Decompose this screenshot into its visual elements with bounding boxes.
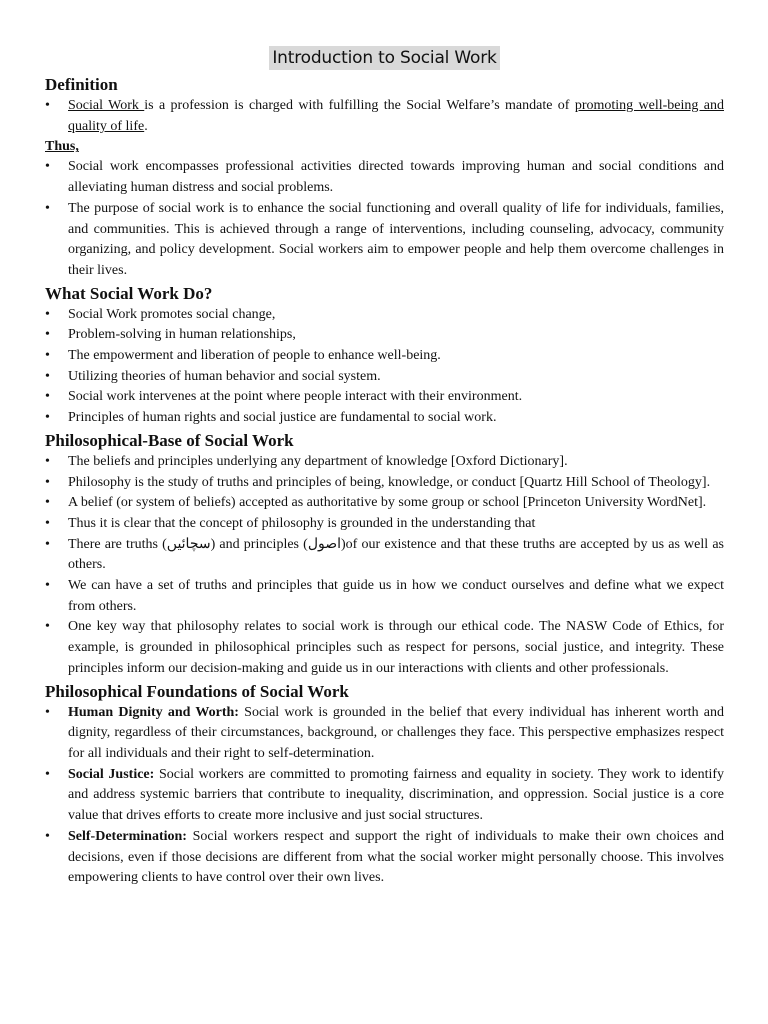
- list-item: • Social work intervenes at the point where people interact with their environment.: [45, 387, 724, 408]
- page-title: Introduction to Social Work: [269, 46, 499, 70]
- list-item: [45, 703, 724, 765]
- list-item: • Principles of human rights and social justice are fundamental to social work.: [45, 408, 724, 429]
- philosophical-foundations-list: [45, 703, 724, 889]
- thus-list: [45, 157, 724, 281]
- philosophical-base-heading: Philosophical-Base of Social Work: [45, 430, 294, 450]
- list-item: • The empowerment and liberation of people to enhance well-being.: [45, 346, 724, 367]
- what-social-work-do-list: [45, 305, 724, 429]
- definition-list: [45, 96, 724, 137]
- list-item: [45, 827, 724, 889]
- philosophical-base-list: [45, 452, 724, 680]
- title-wrap: [45, 46, 724, 70]
- list-item: • Philosophy is the study of truths and principles of being, knowledge, or conduct [Quartz Hill School of Theology].: [45, 473, 724, 494]
- philosophical-foundations-heading: Philosophical Foundations of Social Work: [45, 681, 349, 701]
- list-item: • Problem-solving in human relationships,: [45, 325, 724, 346]
- definition-item: [45, 96, 724, 137]
- list-item: • We can have a set of truths and principles that guide us in how we conduct ourselves and define what we expect from others.: [45, 576, 724, 617]
- list-item: • Social Work promotes social change,: [45, 305, 724, 326]
- list-item: • The beliefs and principles underlying any department of knowledge [Oxford Dictionary].: [45, 452, 724, 473]
- foundation-text: Social work is grounded in the belief that every individual has inherent worth and dignity, regardless of their circumstances, background, or challenges they face. This perspective emphasizes respect for all individuals and their right to self-determination.: [68, 704, 724, 761]
- foundation-term: Human Dignity and Worth:: [68, 704, 239, 720]
- definition-text: is a profession is charged with fulfilling the Social Welfare’s mandate of: [144, 98, 575, 113]
- philosophical-foundations-section: [45, 681, 724, 889]
- definition-underlined-phrase: promoting well-being and quality of life: [68, 98, 724, 134]
- list-item: • One key way that philosophy relates to social work is through our ethical code. The NASW Code of Ethics, for example, is grounded in philosophical principles such as respect for persons, social justice, and integrity. These principles inform our decision-making and guide us in our interactions with clients and other professionals.: [45, 617, 724, 679]
- list-item: • The purpose of social work is to enhance the social functioning and overall quality of life for individuals, families, and communities. This is achieved through a range of interventions, including counseling, advocacy, community organizing, and policy development. Social workers aim to empower people and help them overcome challenges in their lives.: [45, 199, 724, 282]
- definition-heading: Definition: [45, 75, 118, 94]
- list-item: • A belief (or system of beliefs) accepted as authoritative by some group or school [Princeton University WordNet].: [45, 493, 724, 514]
- list-item: [45, 765, 724, 827]
- list-item: • Utilizing theories of human behavior and social system.: [45, 367, 724, 388]
- philosophical-base-section: [45, 430, 724, 680]
- foundation-text: Social workers are committed to promoting fairness and equality in society. They work to identify and address systemic barriers that contribute to inequality, discrimination, and oppression. Social justice is a core value that drives efforts to create more inclusive and just social structures.: [68, 766, 725, 824]
- thus-label: Thus,: [45, 139, 79, 155]
- social-work-term: Social Work: [68, 98, 145, 113]
- list-item: • Thus it is clear that the concept of philosophy is grounded in the understanding that: [45, 514, 724, 535]
- definition-end: .: [144, 118, 148, 134]
- foundation-term: Social Justice:: [68, 766, 155, 782]
- list-item: • There are truths (سچائیں) and principles (اصول)of our existence and that these truths are accepted by us as well as others.: [45, 535, 724, 576]
- what-social-work-do-heading: What Social Work Do?: [45, 283, 213, 303]
- what-social-work-do-section: [45, 283, 724, 429]
- foundation-text: Social workers respect and support the right of individuals to make their own choices and decisions, even if those decisions are different from what the social worker might personally choose. This involves empowering clients to have control over their own lives.: [68, 828, 724, 886]
- definition-section: [45, 74, 724, 282]
- list-item: • Social work encompasses professional activities directed towards improving human and social conditions and alleviating human distress and social problems.: [45, 157, 724, 198]
- foundation-term: Self-Determination:: [68, 828, 187, 844]
